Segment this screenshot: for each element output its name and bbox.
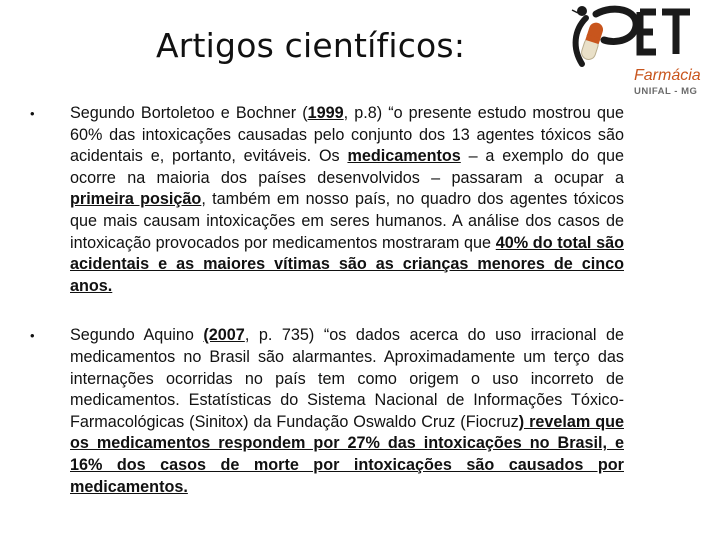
year-citation: 1999 (307, 104, 344, 122)
bullet-icon: • (30, 328, 35, 344)
pet-farmacia-logo (552, 2, 720, 98)
emphasis-medicamentos: medicamentos (347, 147, 461, 166)
bullet-icon: • (30, 106, 35, 121)
emphasis-primeira-posicao: primeira posição (70, 190, 202, 209)
logo-institution: UNIFAL - MG (634, 86, 698, 97)
logo-subtitle: Farmácia (634, 67, 701, 84)
text-segment: Segundo Bortoletoo e Bochner ( (70, 104, 308, 122)
text-segment: , também em nosso país, no quadro dos agentes tóxicos que mais causam intoxicações em seres humanos. A análise dos casos de intoxicação provocados por medicamentos mostraram que (70, 190, 624, 252)
pet-logo-mark (552, 2, 720, 72)
text-segment: Segundo Aquino (70, 326, 204, 345)
citation-aquino (30, 325, 624, 498)
text-segment: , p.8) “o presente estudo mostrou que 60% das intoxicações causadas pelo conjunto dos 13 agentes tóxicos são acidentais e, portanto, evitáveis. Os (70, 104, 624, 166)
text-segment: – a exemplo do que ocorre na maioria dos países desenvolvidos – passaram a ocupar a (70, 147, 624, 187)
citation-bortoletto (30, 103, 624, 297)
citation-text (70, 326, 624, 495)
year-citation: (2007 (203, 326, 245, 345)
citation-text (70, 104, 624, 295)
slide-title: Artigos científicos: (156, 26, 466, 65)
text-segment: , p. 735) “os dados acerca do uso irracional de medicamentos no Brasil são alarmantes. Aproximadamente um terço das internações ocorridas no país tem como origem o uso incorreto de medicamentos. Estatísticas do Sistema Nacional de Informações Tóxico-Farmacológicas (Sinitox) da Fundação Oswaldo Cruz (Fiocruz (70, 326, 624, 431)
emphasis-conclusion: ) revelam que os medicamentos respondem por 27% das intoxicações no Brasil, e 16% dos casos de morte por intoxicações são causados por medicamentos. (70, 412, 624, 496)
emphasis-conclusion: 40% do total são acidentais e as maiores vítimas são as crianças menores de cinco anos. (70, 233, 624, 295)
citation-list (30, 103, 624, 498)
